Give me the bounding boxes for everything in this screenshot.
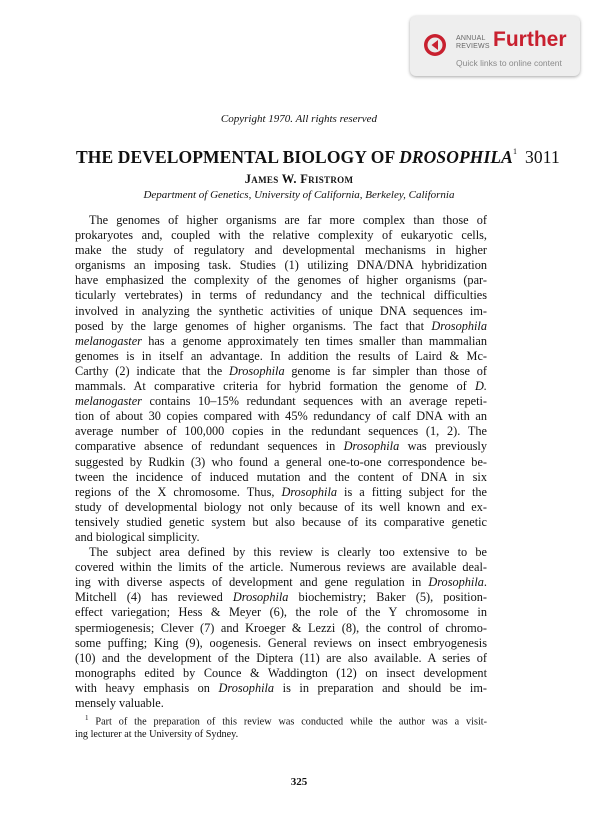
body-line: The genomes of higher organisms are far more complex than those of (89, 213, 487, 227)
footnote-text: Part of the preparation of this review was conducted while the author was a visit- (95, 716, 487, 728)
article-title (76, 147, 560, 168)
body-line: The subject area defined by this review is clearly too extensive to be (89, 545, 487, 560)
footnote-mark: 1 (85, 714, 89, 722)
article-title-italic: DROSOPHILA (399, 147, 513, 167)
body-line: Carthy (2) indicate that the Drosophila genome is far simpler than those of (75, 363, 488, 378)
article-title-text: THE DEVELOPMENTAL BIOLOGY OF (76, 147, 400, 167)
badge-reviews-label: REVIEWS (456, 43, 490, 50)
body-line: study of developmental biology not only because of its well known and ex- (75, 499, 487, 514)
body-line: mensely valuable. (75, 696, 164, 710)
body-line: melanogaster has a genome approximately ten times smaller than mammalian (75, 333, 487, 348)
body-line: average number of 100,000 copies in the redundant sequences (1, 2). The (75, 424, 487, 439)
badge-annual-label: ANNUAL (456, 35, 486, 42)
annual-reviews-logo-icon (423, 33, 447, 57)
footnote-text: ing lecturer at the University of Sydney. (75, 729, 239, 741)
article-number: 3011 (525, 147, 560, 167)
badge-further-label: Further (493, 28, 567, 51)
body-line: covered within the limits of the article. Numerous reviews are available deal- (75, 560, 487, 575)
body-line: melanogaster contains 10–15% redundant sequences with an average repeti- (75, 394, 487, 409)
body-line: spermiogenesis; Clever (7) and Kroeger & Lezzi (8), the control of chromo- (75, 620, 487, 635)
body-line: genomes is in itself an advantage. In addition the results of Laird & Mc- (75, 348, 487, 363)
body-line: regions of the X chromosome. Thus, Drosophila is a fitting subject for the (75, 484, 487, 499)
author-name: James W. Fristrom (244, 172, 354, 186)
body-line: involved in analyzing the synthetic activities of unique DNA sequences im- (75, 303, 487, 318)
body-line: monographs edited by Counce & Waddington (12) on insect development (75, 665, 487, 680)
body-line: ing with diverse aspects of development and gene regulation in Drosophila. (75, 575, 487, 590)
body-line: mammals. At comparative criteria for hybrid formation the genome of D. (75, 379, 487, 394)
body-line: tensively studied genetic system but also because of its comparative genetic (75, 514, 487, 529)
footnote-line (75, 712, 487, 728)
body-line: comparative absence of redundant sequences in Drosophila was previously (75, 439, 487, 454)
page-number: 325 (290, 776, 308, 788)
body-line: posed by the large genomes of higher organisms. The fact that Drosophila (75, 318, 487, 333)
body-line: (10) and the development of the Diptera (11) are also available. A series of (75, 650, 487, 665)
article-body (75, 213, 487, 711)
body-line: ticularly vertebrates) in terms of redundancy and the technical difficulties (75, 288, 487, 303)
body-line: with heavy emphasis on Drosophila is in preparation and should be im- (75, 680, 487, 695)
title-footnote-mark: 1 (512, 147, 518, 156)
body-line: have emphasized the complexity of the genomes of higher organisms (par- (75, 273, 487, 288)
body-line: effect variegation; Hess & Meyer (6), the role of the Y chromosome in (75, 605, 487, 620)
author-affiliation: Department of Genetics, University of California, Berkeley, California (143, 189, 455, 201)
body-line: tween the incidence of induced mutation and the content of DNA in six (75, 469, 487, 484)
body-line: organisms an imposing task. Studies (1) utilizing DNA/DNA hybridization (75, 258, 487, 273)
badge-subtitle: Quick links to online content (456, 58, 562, 68)
annual-reviews-further-badge[interactable] (410, 16, 580, 76)
body-line: some puffing; King (9), oogenesis. General reviews on insect embryogenesis (75, 635, 487, 650)
body-line: and biological simplicity. (75, 529, 200, 544)
footnote (75, 712, 487, 741)
footnote-line (75, 728, 487, 741)
copyright-notice: Copyright 1970. All rights reserved (220, 113, 378, 125)
body-line: tion of about 30 copies compared with 45% redundancy of calf DNA with an (75, 409, 487, 424)
body-line: suggested by Rudkin (3) who found a general one-to-one correspondence be- (75, 454, 487, 469)
body-line: prokaryotes and, coupled with the relative complexity of eukaryotic cells, (75, 228, 487, 243)
body-line: make the study of regulatory and developmental mechanisms in higher (75, 243, 487, 258)
body-line: Mitchell (4) has reviewed Drosophila biochemistry; Baker (5), position- (75, 590, 487, 605)
